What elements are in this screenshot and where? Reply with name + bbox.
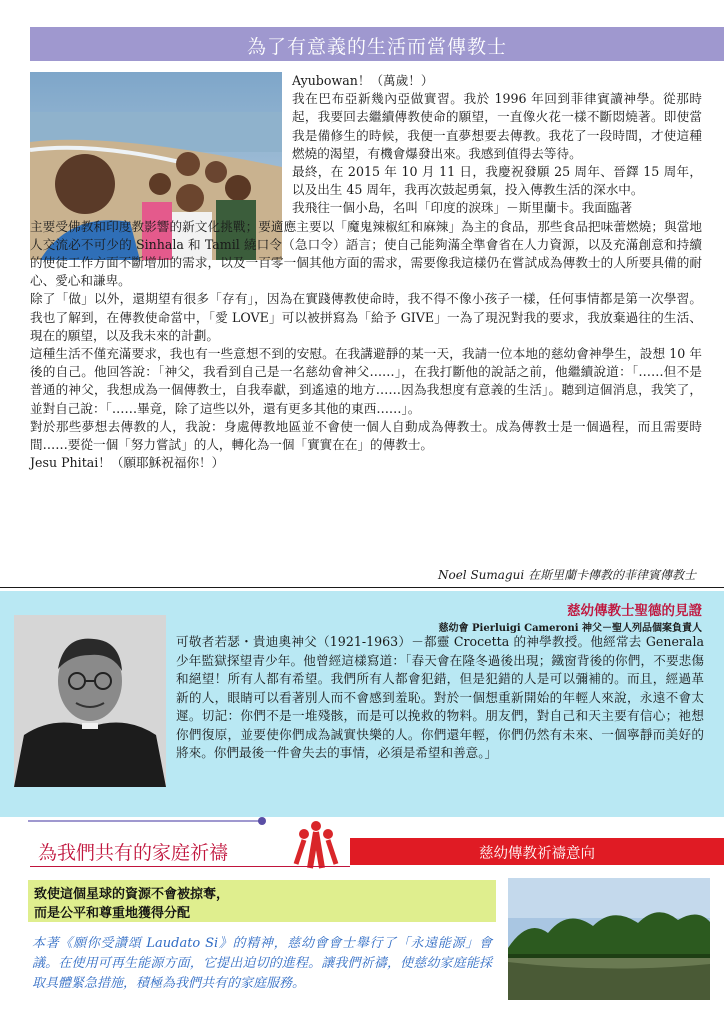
- closing-blessing: Jesu Phitai！（願耶穌祝福你！）: [30, 455, 225, 471]
- accent-line: [28, 820, 264, 822]
- intention-box: [28, 880, 496, 922]
- testimony-box: [0, 591, 724, 817]
- story-paragraph-5: 這種生活不僅充滿要求，我也有一些意想不到的安慰。在我講避靜的某一天，我請一位本地的慈幼會神學生，設想 10 年後的自己。他回答說：「神父，我看到自己是一名慈幼會神父……」，在我打斷他的說話之前，他繼續說道：「……但不是普通的神父，我想成為一個傳教士，自我奉獻，到遙遠的地方……因為我想度有意義的生活」。聽到這個消息，我笑了，並對自己說：「……畢竟，除了這些以外，還有更多其他的東西……」。: [30, 346, 702, 416]
- missionary-story: [30, 72, 702, 472]
- testimony-heading: 慈幼傳教士聖德的見證: [567, 603, 702, 619]
- testimony-text: 可敬者若瑟・貴迪奧神父（1921-1963）－都靈 Crocetta 的神學教授。他經常去 Generala 少年監獄探望青少年。他曾經這樣寫道：「春天會在隆冬過後出現；鐵窗背後的你們，不要悲傷和絕望！所有人都有希望。我們所有人都會犯錯，但是犯錯的人是可以彌補的。而且，經過革新的人，眼睛可以看著別人而不會感到羞恥。對於一個想重新開始的年輕人來說，永遠不會太遲。切記：你們不是一堆殘骸，而是可以挽救的物料。朋友們，對自己和天主要有信心；祂想你們復原，並要使你們成為誠實快樂的人。你們還年輕，你們仍然有未來、一個寧靜而美好的將來。你們最後一件會失去的事情，必須是希望和善意。」: [176, 634, 704, 760]
- salesian-family-logo: [290, 818, 342, 870]
- divider: [0, 587, 724, 588]
- intention-line-2: 而是公平和尊重地獲得分配: [34, 906, 191, 921]
- page-title: 為了有意義的生活而當傳教士: [246, 36, 507, 58]
- story-paragraph-1: 我在巴布亞新幾內亞做實習。我於 1996 年回到菲律賓讀神學。從那時起，我要回去繼續傳教使命的願望，一直像火花一樣不斷悶燒著。即使當我是備修生的時候，我便一直夢想要去傳教。我花了一段時間，才使這種燃燒的渴望，有機會爆發出來。我感到值得去等待。: [292, 91, 702, 161]
- story-paragraph-4: 除了「做」以外，還期望有很多「存有」，因為在實踐傳教使命時，我不得不像小孩子一樣，任何事情都是第一次學習。我也了解到，在傳教使命當中，「愛 LOVE」可以被拼寫為「給予 GIVE」一為了現況對我的要求，我放棄過往的生活、現在的願望，以及我未來的計劃。: [30, 291, 702, 343]
- prayer-intention-label: 慈幼傳教祈禱意向: [479, 846, 595, 862]
- intention-line-1: 致使這個星球的資源不會被掠奪，: [34, 887, 230, 902]
- prayer-intention-bar: [350, 838, 724, 865]
- story-paragraph-3-start: 我飛往一個小島，名叫「印度的淚珠」－斯里蘭卡。我面臨著: [292, 200, 633, 216]
- forest-river-photo: [508, 878, 710, 1000]
- laudato-si-text: 本著《願你受讚頌 Laudato Si》的精神，慈幼會會士舉行了「永遠能源」會議。在使用可再生能源方面，它提出迫切的進程。讓我們祈禱，使慈幼家庭能採取具體緊急措施，積極為我們共有的家庭服務。: [32, 936, 492, 991]
- accent-dot: [258, 817, 266, 825]
- story-paragraph-6: 對於那些夢想去傳教的人，我說：身處傳教地區並不會使一個人自動成為傳教士。成為傳教士是一個過程，而且需要時間……要從一個「努力嘗試」的人，轉化為一個「實實在在」的傳教士。: [30, 418, 702, 453]
- story-paragraph-3: 主要受佛教和印度教影響的新文化挑戰；要適應主要以「魔鬼辣椒紅和麻辣」為主的食品，那些食品把味蕾燃燒；與當地人交流必不可少的 Sinhala 和 Tamil 繞口令（急口令）語言；使自己能夠滿全準會省在人力資源，以及充滿創意和持續的使徒工作方面不斷增加的需求，以及一百零一個其他方面的需求，需要像我這樣仍在嘗試成為傳教士的人所要具備的耐心、愛心和謙卑。: [30, 218, 702, 289]
- priest-portrait: [14, 615, 166, 787]
- family-prayer-title: 為我們共有的家庭祈禱: [38, 842, 229, 864]
- greeting: Ayubowan！（萬歲！）: [292, 73, 434, 88]
- author-signature: Noel Sumagui 在斯里蘭卡傳教的菲律賓傳教士: [437, 568, 696, 582]
- story-paragraph-2: 最終，在 2015 年 10 月 11 日，我慶祝發願 25 周年、晉鐸 15 周年，以及出生 45 周年，我再次鼓起勇氣，投入傳教生活的深水中。: [292, 164, 702, 198]
- testimony-subheading: 慈幼會 Pierluigi Cameroni 神父－聖人列品個案負責人: [438, 623, 702, 634]
- title-banner: [30, 27, 724, 61]
- title-underline: [30, 866, 350, 867]
